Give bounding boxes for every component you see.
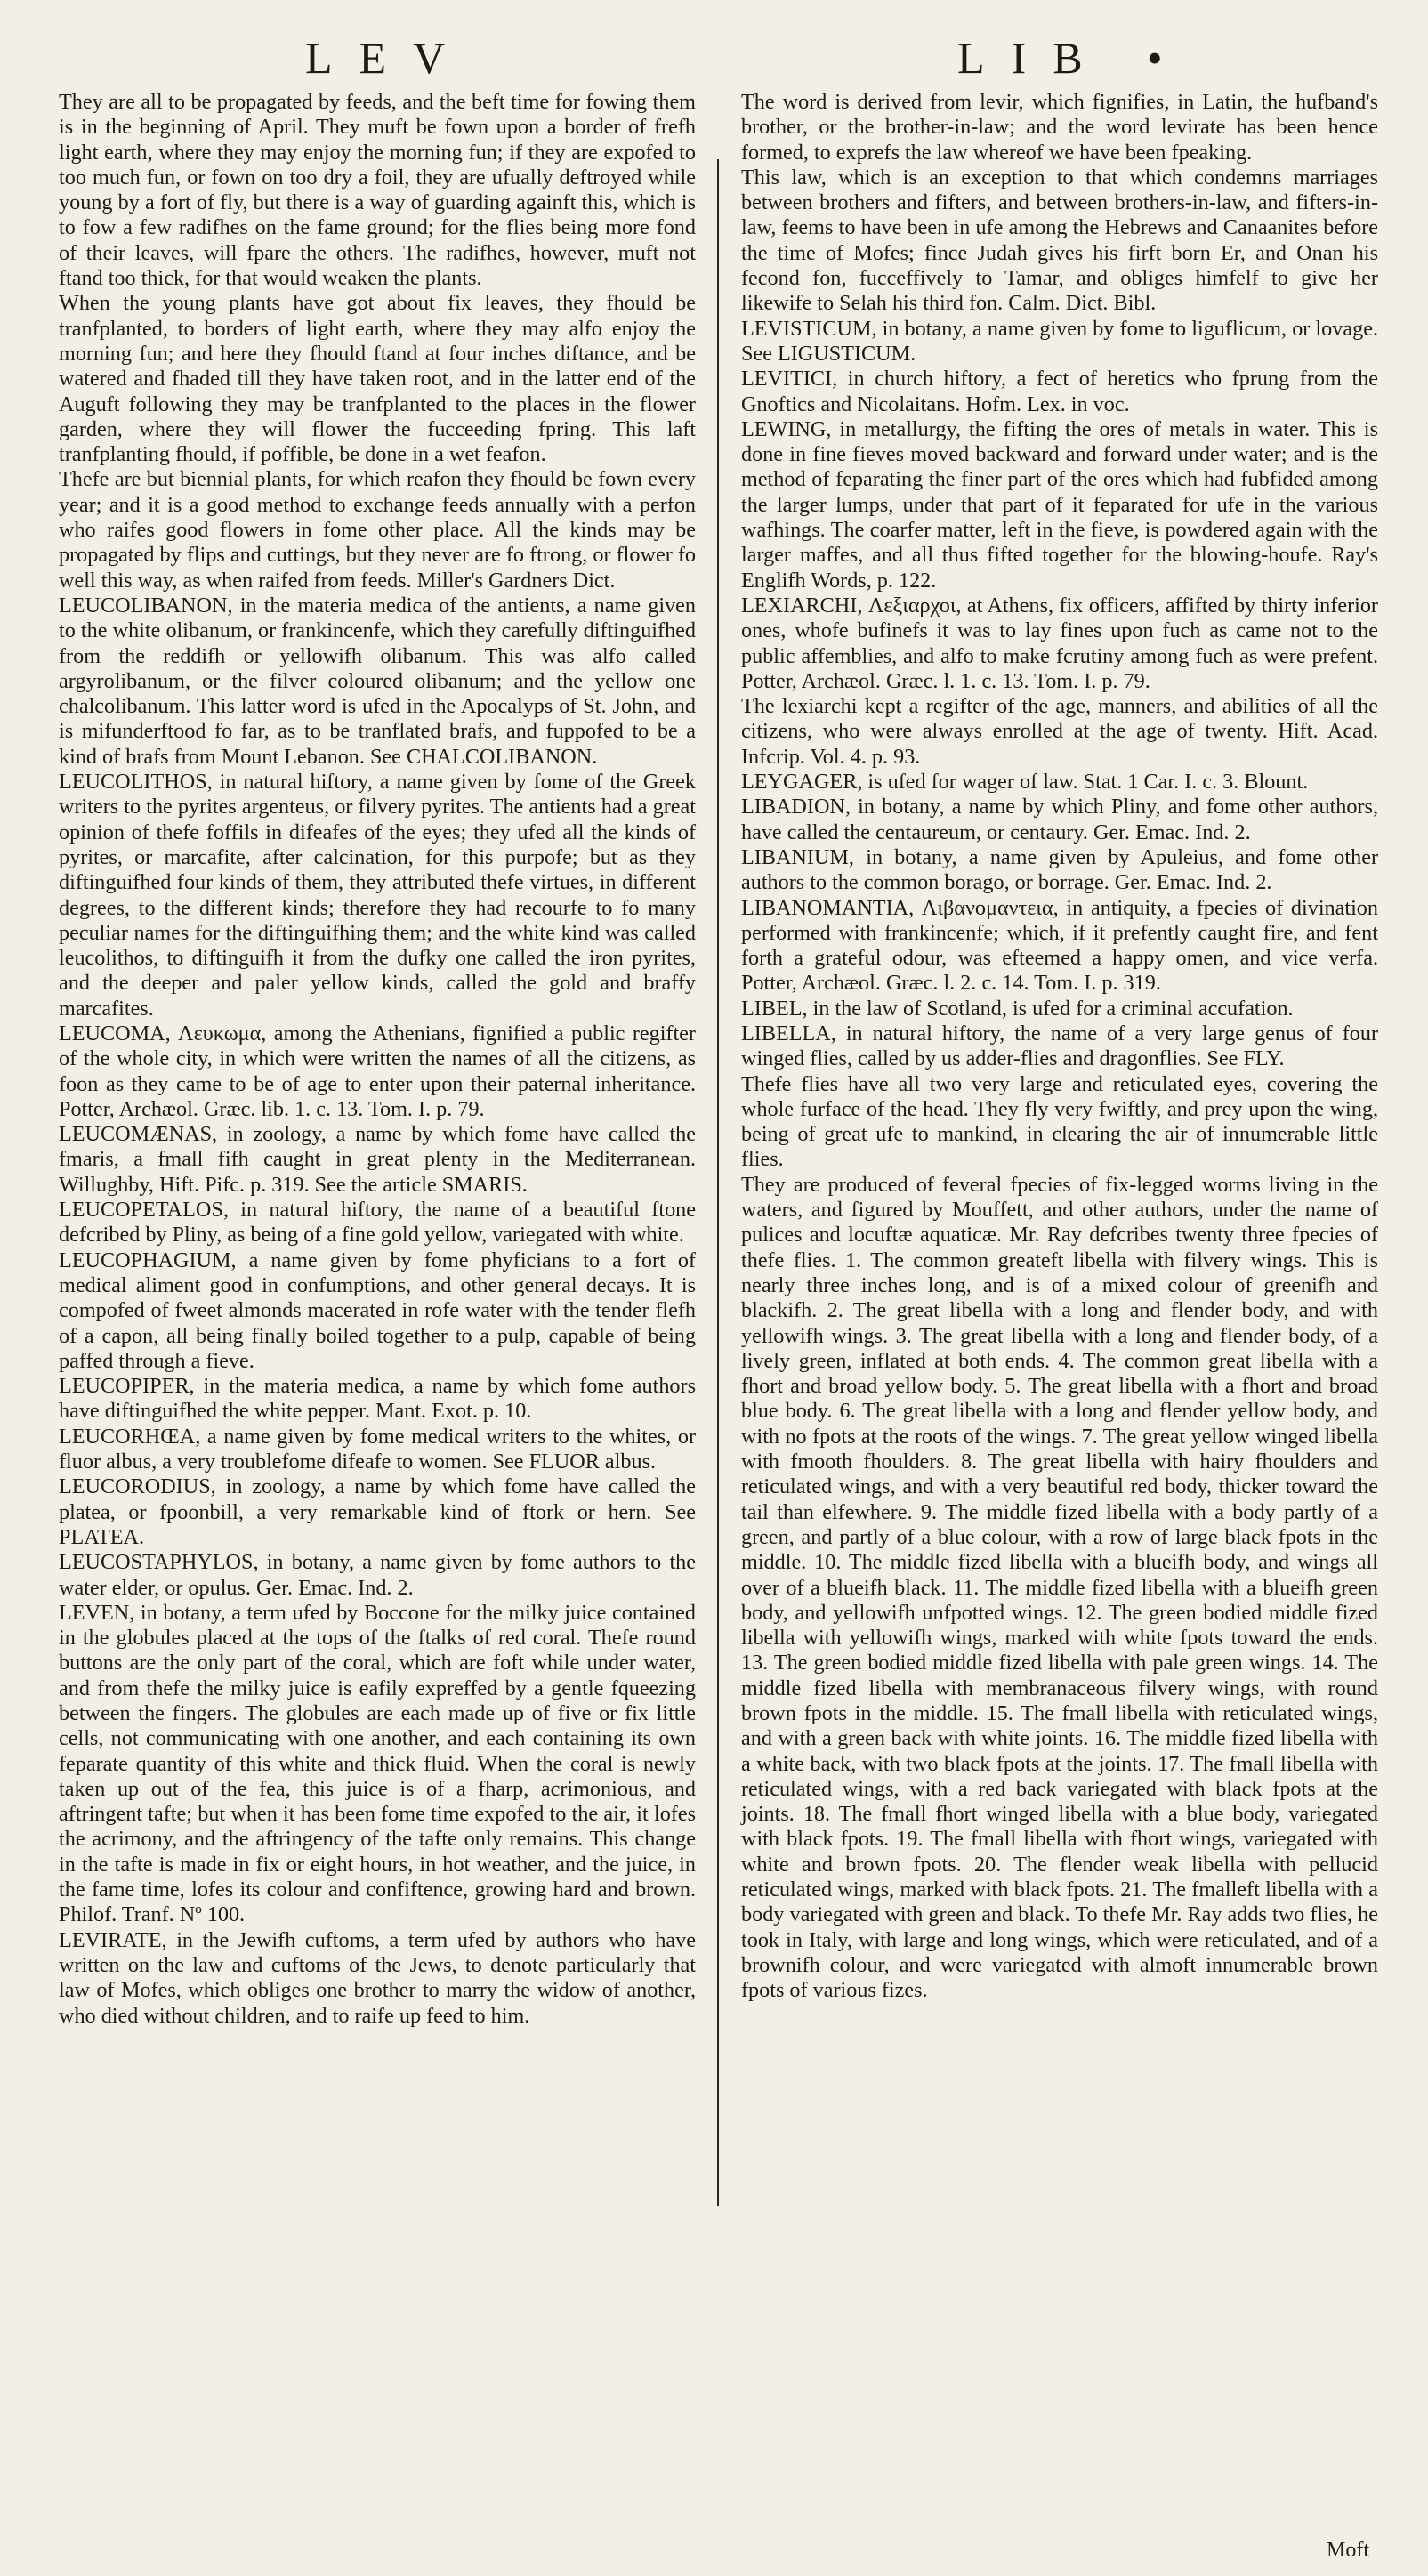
entry-libanomantia: LIBANOMANTIA, Λιβανομαντεια, in antiquity, a fpecies of divination performed with frankincenfe; which, if it prefently caught fire, and fent forth a grateful odour, was efteemed a happy omen, and vice verfa. Potter, Archæol. Græc. l. 2. c. 14. Tom. I. p. 319. [741,895,1378,996]
entry-libel: LIBEL, in the law of Scotland, is ufed for a criminal accufation. [741,996,1294,1021]
entry-leucorodius: LEUCORODIUS, in zoology, a name by which fome have called the platea, or fpoonbill, a very remarkable kind of ftork or hern. See PLATEA. [59,1474,696,1549]
paragraph: When the young plants have got about fix leaves, they fhould be tranfplanted, to borders of light earth, where they may alfo enjoy the morning fun; and here they fhould ftand at four inches diftance, and be watered and fhaded till they have taken root, and in the latter end of the Auguft following they may be tranfplanted to the places in the flower garden, where they will flower the fucceeding fpring. This laft tranfplanting fhould, if poffible, be done in a wet feafon. [59,291,696,467]
entry-leucostaphylos: LEUCOSTAPHYLOS, in botany, a name given by fome authors to the water elder, or opulus. Ger. Emac. Ind. 2. [59,1550,696,1600]
paragraph: The word is derived from levir, which fignifies, in Latin, the hufband's brother, or the brother-in-law; and the word levirate has been hence formed, to exprefs the law whereof we have been fpeaking. [741,90,1378,165]
entry-leucophagium: LEUCOPHAGIUM, a name given by fome phyficians to a fort of medical aliment good in confumptions, and other general decays. It is compofed of fweet almonds macerated in rofe water with the tender flefh of a capon, all being finally boiled together to a pulp, capable of being paffed through a fieve. [59,1248,696,1373]
entry-leucorhoea: LEUCORHŒA, a name given by fome medical writers to the whites, or fluor albus, a very troublefome difeafe to women. See FLUOR albus. [59,1424,696,1474]
entry-levisticum: LEVISTICUM, in botany, a name given by fome to liguflicum, or lovage. See LIGUSTICUM. [741,316,1378,366]
entry-libadion: LIBADION, in botany, a name by which Pliny, and fome other authors, have called the centaureum, or centaury. Ger. Emac. Ind. 2. [741,795,1378,844]
paragraph: Thefe flies have all two very large and reticulated eyes, covering the whole furface of the head. They fly very fwiftly, and prey upon the wing, being of great ufe to mankind, in clearing the air of innumerable little flies. [741,1071,1378,1172]
two-column-body [59,90,1384,2206]
left-column [59,90,717,2206]
entry-leucoma: LEUCOMA, Λευκωμα, among the Athenians, fignified a public regifter of the whole city, in which were written the names of all the citizens, as foon as they came to be of age to enter upon their paternal inheritance. Potter, Archæol. Græc. lib. 1. c. 13. Tom. I. p. 79. [59,1021,696,1121]
entry-leucopiper: LEUCOPIPER, in the materia medica, a name by which fome authors have diftinguifhed the white pepper. Mant. Exot. p. 10. [59,1374,696,1424]
running-headers [59,23,1384,90]
right-column [719,90,1378,2206]
entry-libella: LIBELLA, in natural hiftory, the name of a very large genus of four winged flies, called by us adder-flies and dragonflies. See FLY. [741,1021,1378,1071]
entry-lexiarchi: LEXIARCHI, Λεξιαρχοι, at Athens, fix officers, affifted by thirty inferior ones, whofe bufinefs it was to lay fines upon fuch as came not to the public affemblies, and alfo to make fcrutiny among fuch as were prefent. Potter, Archæol. Græc. l. 1. c. 13. Tom. I. p. 79. [741,593,1378,693]
paragraph: This law, which is an exception to that which condemns marriages between brothers and fifters, and between brothers-in-law, and fifters-in-law, feems to have been in ufe among the Hebrews and Canaanites before the time of Mofes; fince Judah gives his firft born Er, and Onan his fecond fon, fucceffively to Tamar, and obliges himfelf to give her likewife to Selah his third fon. Calm. Dict. Bibl. [741,165,1378,316]
entry-libanium: LIBANIUM, in botany, a name given by Apuleius, and fome other authors to the common borago, or borrage. Ger. Emac. Ind. 2. [741,844,1378,895]
entry-leucolithos: LEUCOLITHOS, in natural hiftory, a name given by fome of the Greek writers to the pyrites argenteus, or filvery pyrites. The antients had a great opinion of thefe foffils in difeafes of the eyes; they ufed all the kinds of pyrites, or marcafite, after calcination, for this purpofe; but as they diftinguifhed four kinds of them, they attributed thefe virtues, in different degrees, to the different kinds; therefore they had recourfe to fo many peculiar names for the diftinguifhing them; and the white kind was called leucolithos, to diftinguifh it from the dufky one called the iron pyrites, and the deeper and paler yellow kinds, called the gold and braffy marcafites. [59,770,696,1021]
paragraph: They are produced of feveral fpecies of fix-legged worms living in the waters, and figured by Mouffett, and other authors, under the name of pulices and locuftæ aquaticæ. Mr. Ray defcribes twenty three fpecies of thefe flies. 1. The common greateft libella with filvery wings. This is nearly three inches long, and is of a mixed colour of greenifh and blackifh. 2. The great libella with a long and flender body, and with yellowifh wings. 3. The great libella with a long and flender body, of a lively green, inflated at both ends. 4. The common great libella with a fhort and broad yellow body. 5. The great libella with a fhort and broad blue body. 6. The great libella with a long and flender yellow body, and with no fpots at the roots of the wings. 7. The great yellow winged libella with fmooth fhoulders. 8. The great libella with hairy fhoulders and reticulated wings, and with a very beautiful red body, thicker toward the tail than elfewhere. 9. The middle fized libella with a body partly of a green, and partly of a blue colour, with a row of large black fpots in the middle. 10. The middle fized libella with a blueifh body, and wings all over of a blueifh black. 11. The middle fized libella with a blueifh green body, and yellowifh unfpotted wings. 12. The green bodied middle fized libella with yellowifh wings, marked with white fpots toward the ends. 13. The green bodied middle fized libella with pale green wings. 14. The middle fized libella with membranaceous filvery wings, with round brown fpots in the middle. 15. The fmall libella with reticulated wings, and with a green back with white joints. 16. The middle fized libella with a white back, with two black fpots at the joints. 17. The fmall libella with reticulated wings, with a red back variegated with black fpots at the joints. 18. The fmall fhort winged libella with a blue body, variegated with black fpots. 19. The fmall libella with fhort wings, variegated with white and brown fpots. 20. The flender weak libella with pellucid reticulated wings, marked with black fpots. 21. The fmalleft libella with a body variegated with green and black. To thefe Mr. Ray adds two flies, he took in Italy, with large and long wings, which were reticulated, and of a brownifh colour, and were variegated with almoft innumerable brown fpots of various fizes. [741,1172,1378,2003]
entry-leucopetalos: LEUCOPETALOS, in natural hiftory, the name of a beautiful ftone defcribed by Pliny, as being of a fine gold yellow, variegated with white. [59,1198,696,1248]
running-head-left: LEV [305,33,472,83]
running-head-right: LIB • [957,33,1190,83]
entry-leven: LEVEN, in botany, a term ufed by Boccone for the milky juice contained in the globules placed at the tops of the ftalks of red coral. Thefe round buttons are the only part of the coral, which are foft while under water, and from thefe the milky juice is eafily expreffed by a gentle fqueezing between the fingers. The globules are each made up of five or fix little cells, not communicating with one another, and each containing its own feparate quantity of this white and thick fluid. When the coral is newly taken up out of the fea, this juice is of a fharp, acrimonious, and aftringent tafte; but when it has been fome time expofed to the air, it lofes the acrimony, and the aftringency of the tafte only remains. This change in the tafte is made in fix or eight hours, in hot weather, and the juice, in the fame time, lofes its colour and confiftence, growing hard and brown. Philof. Tranf. Nº 100. [59,1600,696,1927]
entry-lewing: LEWING, in metallurgy, the fifting the ores of metals in water. This is done in fine fieves moved backward and forward under water; and is the method of feparating the finer part of the ores which had fubfided among the larger lumps, under that part of it feparated for ufe in the various wafhings. The coarfer matter, left in the fieve, is powdered again with the larger maffes, and all thus fifted together for the blowing-houfe. Ray's Englifh Words, p. 122. [741,416,1378,593]
paragraph: The lexiarchi kept a regifter of the age, manners, and abilities of all the citizens, who were always enrolled at the age of twenty. Hift. Acad. Infcrip. Vol. 4. p. 93. [741,694,1378,769]
entry-leucomaenas: LEUCOMÆNAS, in zoology, a name by which fome have called the fmaris, a fmall fifh caught in great plenty in the Mediterranean. Willughby, Hift. Pifc. p. 319. See the article SMARIS. [59,1122,696,1197]
paragraph: They are all to be propagated by feeds, and the beft time for fowing them is in the beginning of April. They muft be fown upon a border of frefh light earth, where they may enjoy the morning fun; if they are expofed to too much fun, or fown on too dry a foil, they are ufually deftroyed while young by a fort of fly, but there is a way of guarding againft this, which is to fow a few radifhes on the fame ground; for the flies being more fond of their leaves, will fpare the others. The radifhes, however, muft not ftand too thick, for that would weaken the plants. [59,90,696,291]
entry-leygager: LEYGAGER, is ufed for wager of law. Stat. 1 Car. I. c. 3. Blount. [741,770,1309,795]
catchword: Moft [1327,2539,1369,2562]
entry-levitici: LEVITICI, in church hiftory, a fect of heretics who fprung from the Gnoftics and Nicolaitans. Hofm. Lex. in voc. [741,367,1378,416]
entry-levirate: LEVIRATE, in the Jewifh cuftoms, a term ufed by authors who have written on the law and cuftoms of the Jews, to denote particularly that law of Mofes, which obliges one brother to marry the widow of another, who died without children, and to raife up feed to him. [59,1927,696,2028]
entry-leucolibanon: LEUCOLIBANON, in the materia medica of the antients, a name given to the white olibanum, or frankincenfe, which they carefully diftinguifhed from the reddifh or yellowifh olibanum. This was alfo called argyrolibanum, or the filver coloured olibanum; and the yellow one chalcolibanum. This latter word is ufed in the Apocalyps of St. John, and is mifunderftood fo far, as to be tranflated brafs, and fuppofed to be a kind of brafs from Mount Lebanon. See CHALCOLIBANON. [59,593,696,769]
paragraph: Thefe are but biennial plants, for which reafon they fhould be fown every year; and it is a good method to exchange feeds annually with a perfon who raifes good flowers in fome other place. All the kinds may be propagated by flips and cuttings, but they never are fo ftrong, or flower fo well this way, as when raifed from feeds. Miller's Gardners Dict. [59,467,696,593]
